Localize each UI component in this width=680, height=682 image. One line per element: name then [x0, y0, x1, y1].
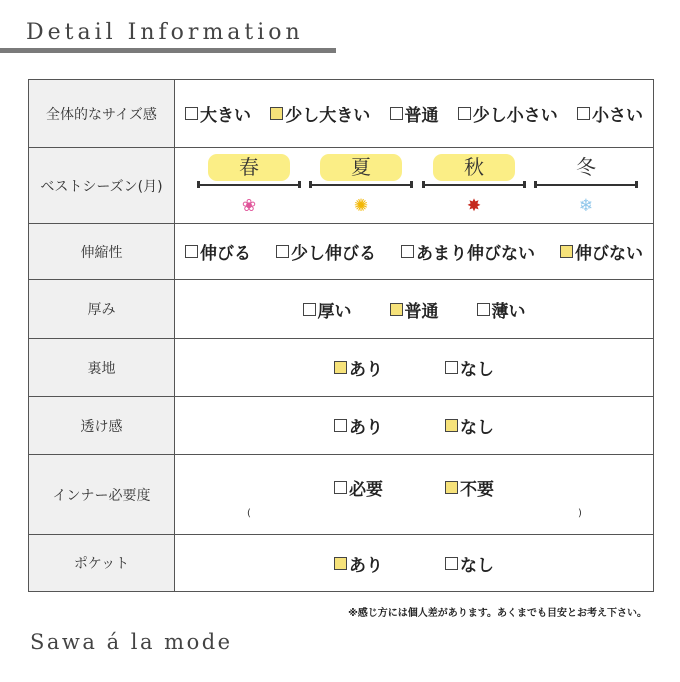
option-size-1: [270, 101, 370, 126]
table-row: [29, 397, 654, 455]
season-axis-tick: [410, 181, 413, 188]
disclaimer-note: ※感じ方には個人差があります。あくまでも目安とお考え下さい。: [348, 608, 647, 619]
option-sheer-0: [334, 413, 383, 438]
checked-box-icon: [270, 107, 283, 120]
option-label: あり: [349, 555, 383, 576]
options-list: [175, 413, 653, 438]
table-row: [29, 339, 654, 397]
option-size-4: [577, 101, 643, 126]
option-label: 大きい: [200, 106, 251, 126]
stretch-options: [175, 224, 654, 280]
detail-table: [28, 79, 654, 592]
option-thickness-1: [390, 297, 439, 322]
season-chart: [175, 148, 654, 224]
unchecked-box-icon: [334, 481, 347, 494]
checked-box-icon: [390, 303, 403, 316]
option-label: あまり伸びない: [416, 244, 535, 264]
option-stretch-3: [560, 239, 643, 264]
option-label: 薄い: [491, 301, 526, 322]
option-sheer-1: [445, 413, 494, 438]
option-label: あり: [349, 418, 383, 438]
unchecked-box-icon: [577, 107, 590, 120]
inner-block: [175, 455, 653, 534]
option-pocket-1: [445, 551, 494, 576]
option-label: 伸びない: [575, 244, 643, 264]
season-axis-segment: [534, 184, 638, 186]
option-label: なし: [460, 360, 494, 380]
snowflake-icon: ❄: [578, 195, 594, 216]
option-size-2: [390, 101, 439, 126]
unchecked-box-icon: [185, 107, 198, 120]
unchecked-box-icon: [303, 303, 316, 316]
season-axis-segment: [197, 184, 301, 186]
row-label-inner: インナー必要度: [29, 455, 175, 535]
option-lining-0: [334, 355, 383, 380]
option-stretch-2: [401, 239, 535, 264]
row-label-stretch: 伸縮性: [29, 224, 175, 280]
open-paren: (: [247, 508, 251, 519]
checked-box-icon: [445, 419, 458, 432]
row-label-pocket: ポケット: [29, 535, 175, 592]
title-underline: [0, 48, 336, 53]
row-label-size: 全体的なサイズ感: [29, 80, 175, 148]
options-list: [175, 239, 653, 264]
option-label: 不要: [460, 480, 494, 500]
options-list: [175, 101, 653, 126]
pocket-options: [175, 535, 654, 592]
table-row: [29, 148, 654, 224]
table-row: [29, 80, 654, 148]
row-label-lining: 裏地: [29, 339, 175, 397]
option-label: 必要: [349, 480, 383, 500]
row-label-season: ベストシーズン(月): [29, 148, 175, 224]
season-axis-segment: [309, 184, 413, 186]
option-size-0: [185, 101, 251, 126]
season-axis-tick: [197, 181, 200, 188]
table-row: [29, 455, 654, 535]
options-list: [175, 551, 653, 576]
option-thickness-0: [303, 297, 352, 322]
option-inner-1: [445, 475, 494, 500]
option-label: 普通: [404, 301, 439, 322]
season-label: 夏: [320, 154, 402, 181]
option-stretch-1: [276, 239, 376, 264]
table-row: [29, 280, 654, 339]
cherry-blossom-icon: ❀: [241, 195, 257, 216]
option-label: 少し伸びる: [291, 244, 376, 264]
lining-options: [175, 339, 654, 397]
sunflower-icon: ✺: [353, 195, 369, 216]
season-axis-tick: [422, 181, 425, 188]
option-label: 少し大きい: [285, 106, 371, 126]
season-label: 春: [208, 154, 290, 181]
unchecked-box-icon: [445, 361, 458, 374]
unchecked-box-icon: [390, 107, 403, 120]
season-axis-tick: [523, 181, 526, 188]
brand-logo: Sawa á la mode: [30, 630, 233, 654]
option-label: なし: [460, 555, 494, 576]
option-pocket-0: [334, 551, 383, 576]
option-size-3: [458, 101, 558, 126]
option-lining-1: [445, 355, 494, 380]
sheer-options: [175, 397, 654, 455]
season-axis-tick: [298, 181, 301, 188]
checked-box-icon: [560, 245, 573, 258]
maple-leaf-icon: ✸: [466, 195, 482, 216]
unchecked-box-icon: [334, 419, 347, 432]
option-label: 伸びる: [200, 244, 251, 264]
checked-box-icon: [334, 361, 347, 374]
thickness-options: [175, 280, 654, 339]
option-inner-0: [334, 475, 383, 500]
unchecked-box-icon: [276, 245, 289, 258]
option-label: 普通: [404, 106, 439, 126]
checked-box-icon: [445, 481, 458, 494]
season-label: 冬: [576, 154, 596, 179]
season-axis-tick: [635, 181, 638, 188]
close-paren: ): [578, 508, 582, 519]
unchecked-box-icon: [458, 107, 471, 120]
checked-box-icon: [334, 557, 347, 570]
options-list: [175, 475, 653, 500]
season-axis-tick: [534, 181, 537, 188]
season-scale: [175, 150, 653, 222]
option-label: 少し小さい: [472, 106, 558, 126]
option-label: 小さい: [592, 106, 643, 126]
row-label-sheer: 透け感: [29, 397, 175, 455]
season-axis-tick: [309, 181, 312, 188]
unchecked-box-icon: [401, 245, 414, 258]
table-row: [29, 535, 654, 592]
inner-options: [175, 455, 654, 535]
size-options: [175, 80, 654, 148]
unchecked-box-icon: [445, 557, 458, 570]
section-title: Detail Information: [26, 20, 304, 45]
season-axis-segment: [422, 184, 526, 186]
option-thickness-2: [477, 297, 526, 322]
options-list: [175, 355, 653, 380]
option-label: あり: [349, 360, 383, 380]
option-label: なし: [460, 418, 494, 438]
row-label-thickness: 厚み: [29, 280, 175, 339]
unchecked-box-icon: [477, 303, 490, 316]
season-label: 秋: [433, 154, 515, 181]
options-list: [175, 297, 653, 322]
option-label: 厚い: [317, 301, 352, 322]
table-row: [29, 224, 654, 280]
unchecked-box-icon: [185, 245, 198, 258]
option-stretch-0: [185, 239, 251, 264]
